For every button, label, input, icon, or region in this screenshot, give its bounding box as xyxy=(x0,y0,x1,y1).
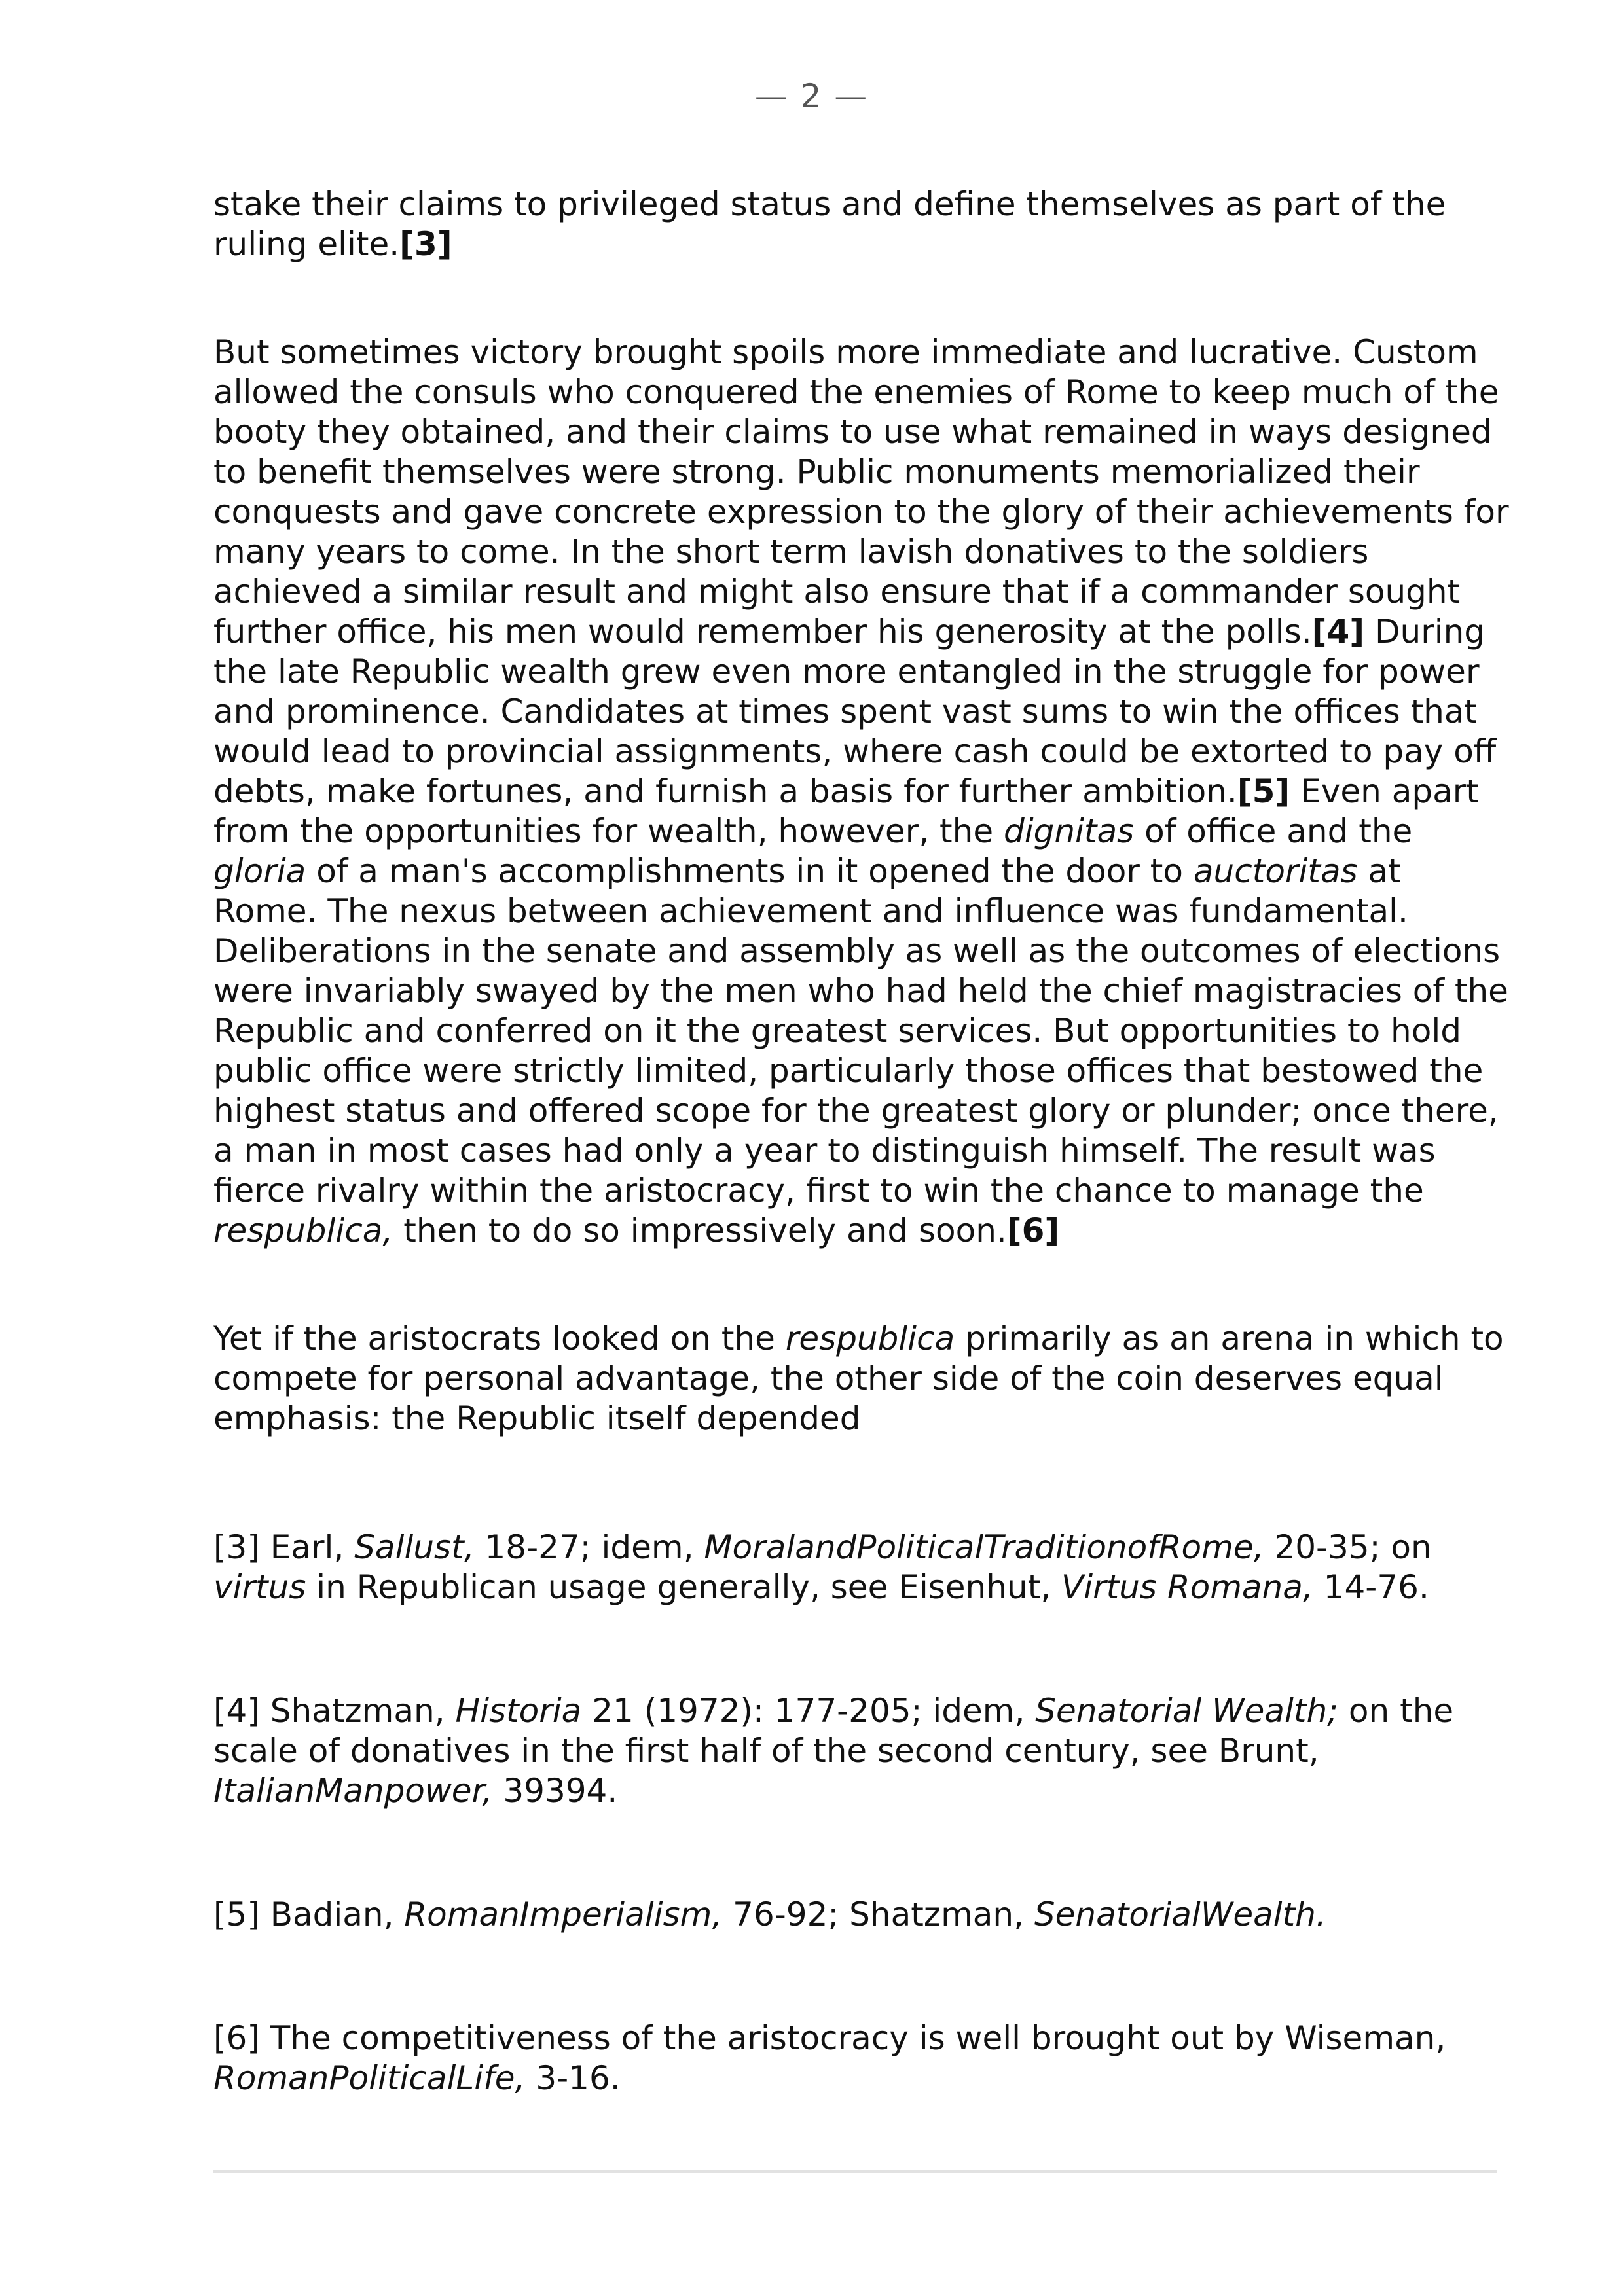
footnote-ref: [4] xyxy=(1311,613,1365,651)
text-run: [6] The competitiveness of the aristocracy is well brought out by Wiseman, xyxy=(213,2019,1446,2057)
text-run: 76-92; Shatzman, xyxy=(722,1895,1034,1933)
text-run: [3] Earl, xyxy=(213,1528,355,1566)
text-run: on the scale of donatives in the first half of the second century, see Brunt, xyxy=(213,1692,1454,1770)
italic-term: ItalianManpower, xyxy=(213,1772,493,1810)
paragraph xyxy=(213,1319,1510,1439)
italic-term: dignitas xyxy=(1003,812,1135,850)
text-run: stake their claims to privileged status and define themselves as part of the ruling elite. xyxy=(213,185,1446,263)
text-run: 18-27; idem, xyxy=(474,1528,704,1566)
italic-term: RomanPoliticalLife, xyxy=(213,2059,526,2097)
text-run: But sometimes victory brought spoils more immediate and lucrative. Custom allowed the consuls who conquered the enemies of Rome to keep much of the booty they obtained, and their claims to use what remained in ways designed to benefit themselves were strong. Public monuments memorialized their conquests and gave concrete expression to the glory of their achievements for many years to come. In the short term lavish donatives to the soldiers achieved a similar result and might also ensure that if a commander sought further office, his men would remember his generosity at the polls. xyxy=(213,333,1509,651)
text-run: at Rome. The nexus between achievement and influence was fundamental. Deliberations in the senate and assembly as well as the outcomes of elections were invariably swayed by the men who had held the chief magistracies of the Republic and conferred on it the greatest services. But opportunities to hold public office were strictly limited, particularly those offices that bestowed the highest status and offered scope for the greatest glory or plunder; once there, a man in most cases had only a year to distinguish himself. The result was fierce rivalry within the aristocracy, first to win the chance to manage the xyxy=(213,852,1508,1210)
text-run: of a man's accomplishments in it opened the door to xyxy=(306,852,1194,890)
text-run: in Republican usage generally, see Eisenhut, xyxy=(306,1568,1061,1606)
italic-term: Sallust, xyxy=(354,1528,475,1566)
page-bottom-rule xyxy=(213,2170,1497,2173)
footnote xyxy=(213,2018,1510,2098)
text-run: [5] Badian, xyxy=(213,1895,405,1933)
footnote xyxy=(213,1528,1510,1607)
text-run: 21 (1972): 177-205; idem, xyxy=(581,1692,1036,1730)
footnote xyxy=(213,1895,1510,1935)
italic-term: virtus xyxy=(213,1568,306,1606)
italic-term: respublica xyxy=(785,1319,955,1357)
italic-term: MoralandPoliticalTraditionofRome, xyxy=(704,1528,1264,1566)
footnote-ref: [6] xyxy=(1006,1211,1060,1249)
footnote xyxy=(213,1691,1510,1811)
text-run: Yet if the aristocrats looked on the xyxy=(213,1319,786,1357)
paragraph xyxy=(213,185,1510,264)
footnote-ref: [3] xyxy=(399,225,452,263)
text-run: 20-35; on xyxy=(1264,1528,1432,1566)
footnote-ref: [5] xyxy=(1237,772,1290,810)
italic-term: gloria xyxy=(213,852,306,890)
italic-term: RomanImperialism, xyxy=(404,1895,723,1933)
text-run: then to do so impressively and soon. xyxy=(393,1211,1007,1249)
text-run: [4] Shatzman, xyxy=(213,1692,456,1730)
italic-term: Historia xyxy=(455,1692,582,1730)
text-run: Even apart from the opportunities for wealth, however, the xyxy=(213,772,1479,850)
text-run: 3-16. xyxy=(525,2059,621,2097)
text-run: 39394. xyxy=(492,1772,618,1810)
italic-term: respublica, xyxy=(213,1211,393,1249)
italic-term: Senatorial Wealth; xyxy=(1035,1692,1339,1730)
page-number: — 2 — xyxy=(754,77,869,115)
text-run: primarily as an arena in which to compete for personal advantage, the other side of the coin deserves equal emphasis: the Republic itself depended xyxy=(213,1319,1504,1437)
text-run: 14-76. xyxy=(1313,1568,1429,1606)
italic-term: SenatorialWealth. xyxy=(1034,1895,1326,1933)
italic-term: Virtus Romana, xyxy=(1061,1568,1313,1606)
italic-term: auctoritas xyxy=(1193,852,1358,890)
text-run: During the late Republic wealth grew even more entangled in the struggle for power and prominence. Candidates at times spent vast sums to win the offices that would lead to provincial assignments, where cash could be extorted to pay off debts, make fortunes, and furnish a basis for further ambition. xyxy=(213,613,1497,810)
page-body xyxy=(213,185,1510,2098)
text-run: of office and the xyxy=(1134,812,1413,850)
paragraph xyxy=(213,332,1510,1251)
